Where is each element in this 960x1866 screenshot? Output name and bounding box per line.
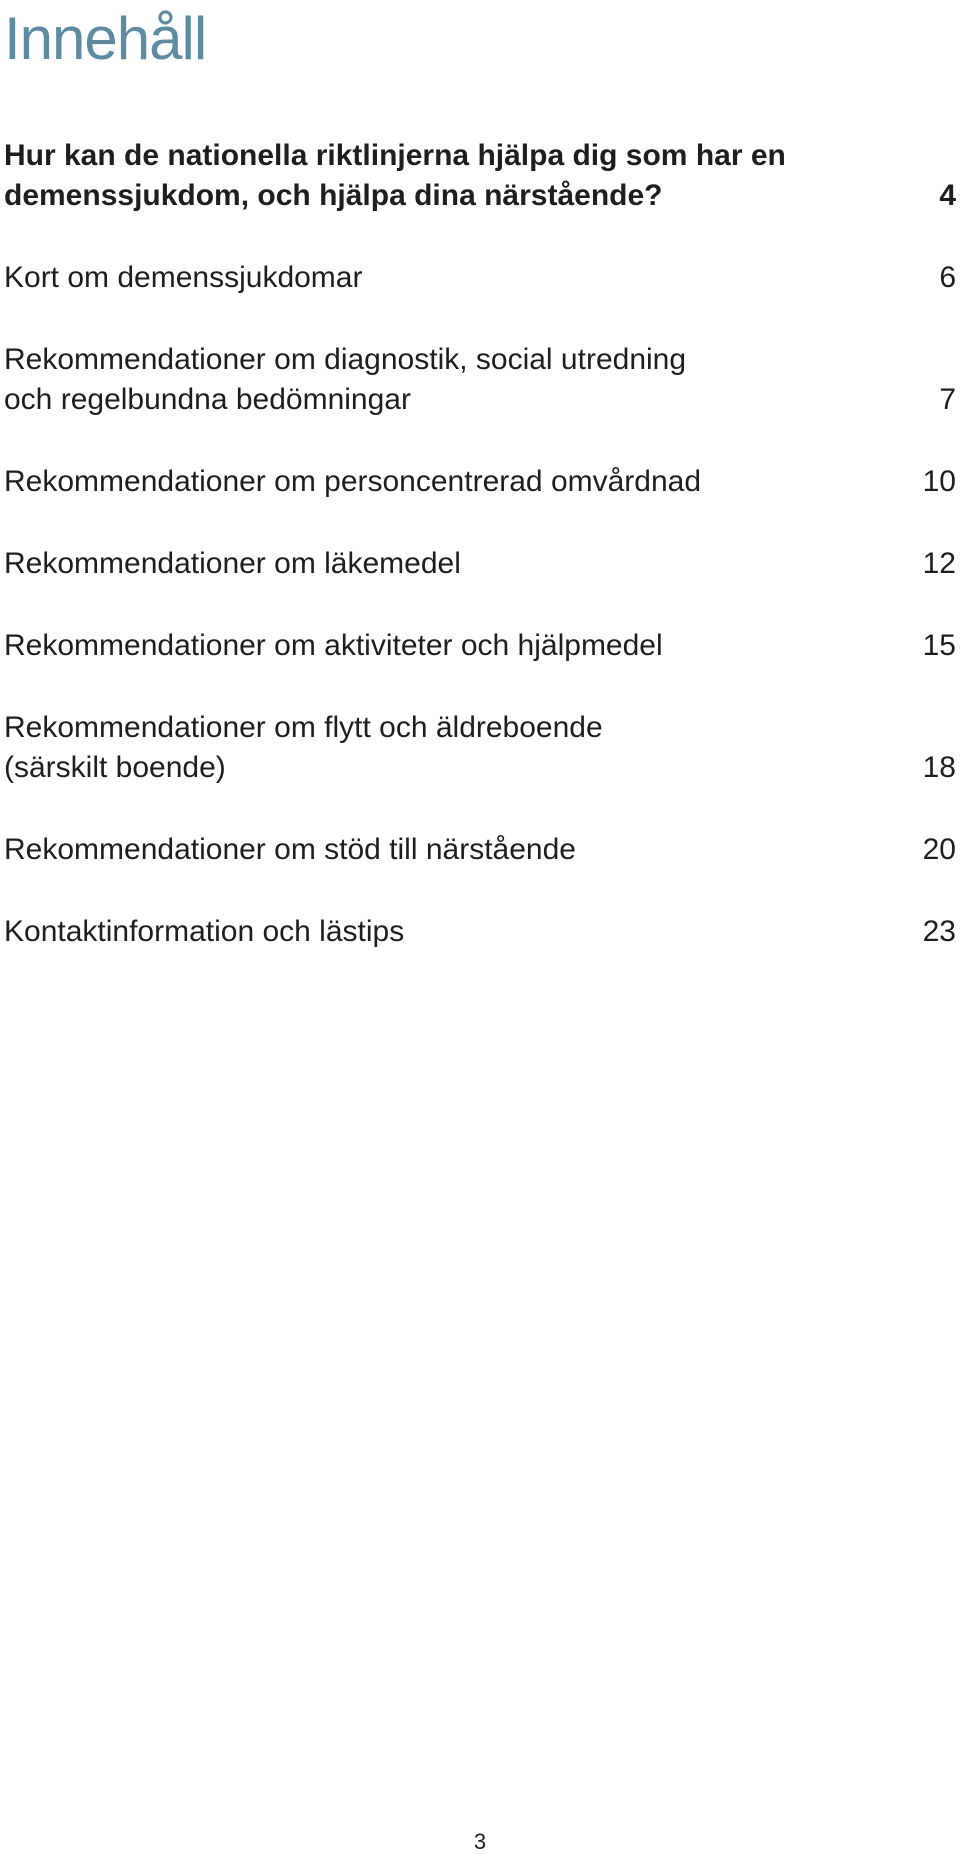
toc-entry-title: Kontaktinformation och lästips	[4, 915, 405, 948]
toc-entry-title: Rekommendationer om personcentrerad omvårdnad	[4, 465, 702, 498]
toc-entry-title: Hur kan de nationella riktlinjerna hjälpa dig som har en demenssjukdom, och hjälpa dina närstående?	[4, 139, 786, 212]
toc-entry-title: Rekommendationer om aktiviteter och hjälpmedel	[4, 629, 663, 662]
toc-entry-page: 10	[922, 465, 956, 498]
toc-entry-page: 23	[922, 915, 956, 948]
toc-entry-page: 6	[939, 261, 956, 294]
toc-entry-page: 4	[939, 179, 956, 212]
toc-entry-page: 12	[922, 547, 956, 580]
toc-entry-omvardnad[interactable]	[4, 462, 956, 502]
toc-entry-diagnostik[interactable]	[4, 340, 956, 420]
toc-entry-page: 15	[922, 629, 956, 662]
toc-entry-title: Rekommendationer om stöd till närstående	[4, 833, 576, 866]
toc-entry-title: Rekommendationer om läkemedel	[4, 547, 461, 580]
page-number: 3	[473, 1829, 487, 1854]
table-of-contents	[4, 136, 956, 994]
toc-entry-flytt[interactable]	[4, 708, 956, 788]
toc-entry-page: 18	[922, 751, 956, 784]
toc-entry-page: 20	[922, 833, 956, 866]
page-title: Innehåll	[4, 5, 207, 72]
toc-entry-kontakt[interactable]	[4, 912, 956, 952]
toc-entry-narstaende[interactable]	[4, 830, 956, 870]
toc-entry-intro[interactable]	[4, 136, 956, 216]
toc-entry-title: Kort om demenssjukdomar	[4, 261, 363, 294]
toc-entry-page: 7	[939, 383, 956, 416]
toc-entry-title: Rekommendationer om flytt och äldreboende (särskilt boende)	[4, 711, 603, 784]
toc-entry-kort-om[interactable]	[4, 258, 956, 298]
toc-entry-lakemedel[interactable]	[4, 544, 956, 584]
toc-entry-title: Rekommendationer om diagnostik, social utredning och regelbundna bedömningar	[4, 343, 687, 416]
toc-entry-aktiviteter[interactable]	[4, 626, 956, 666]
